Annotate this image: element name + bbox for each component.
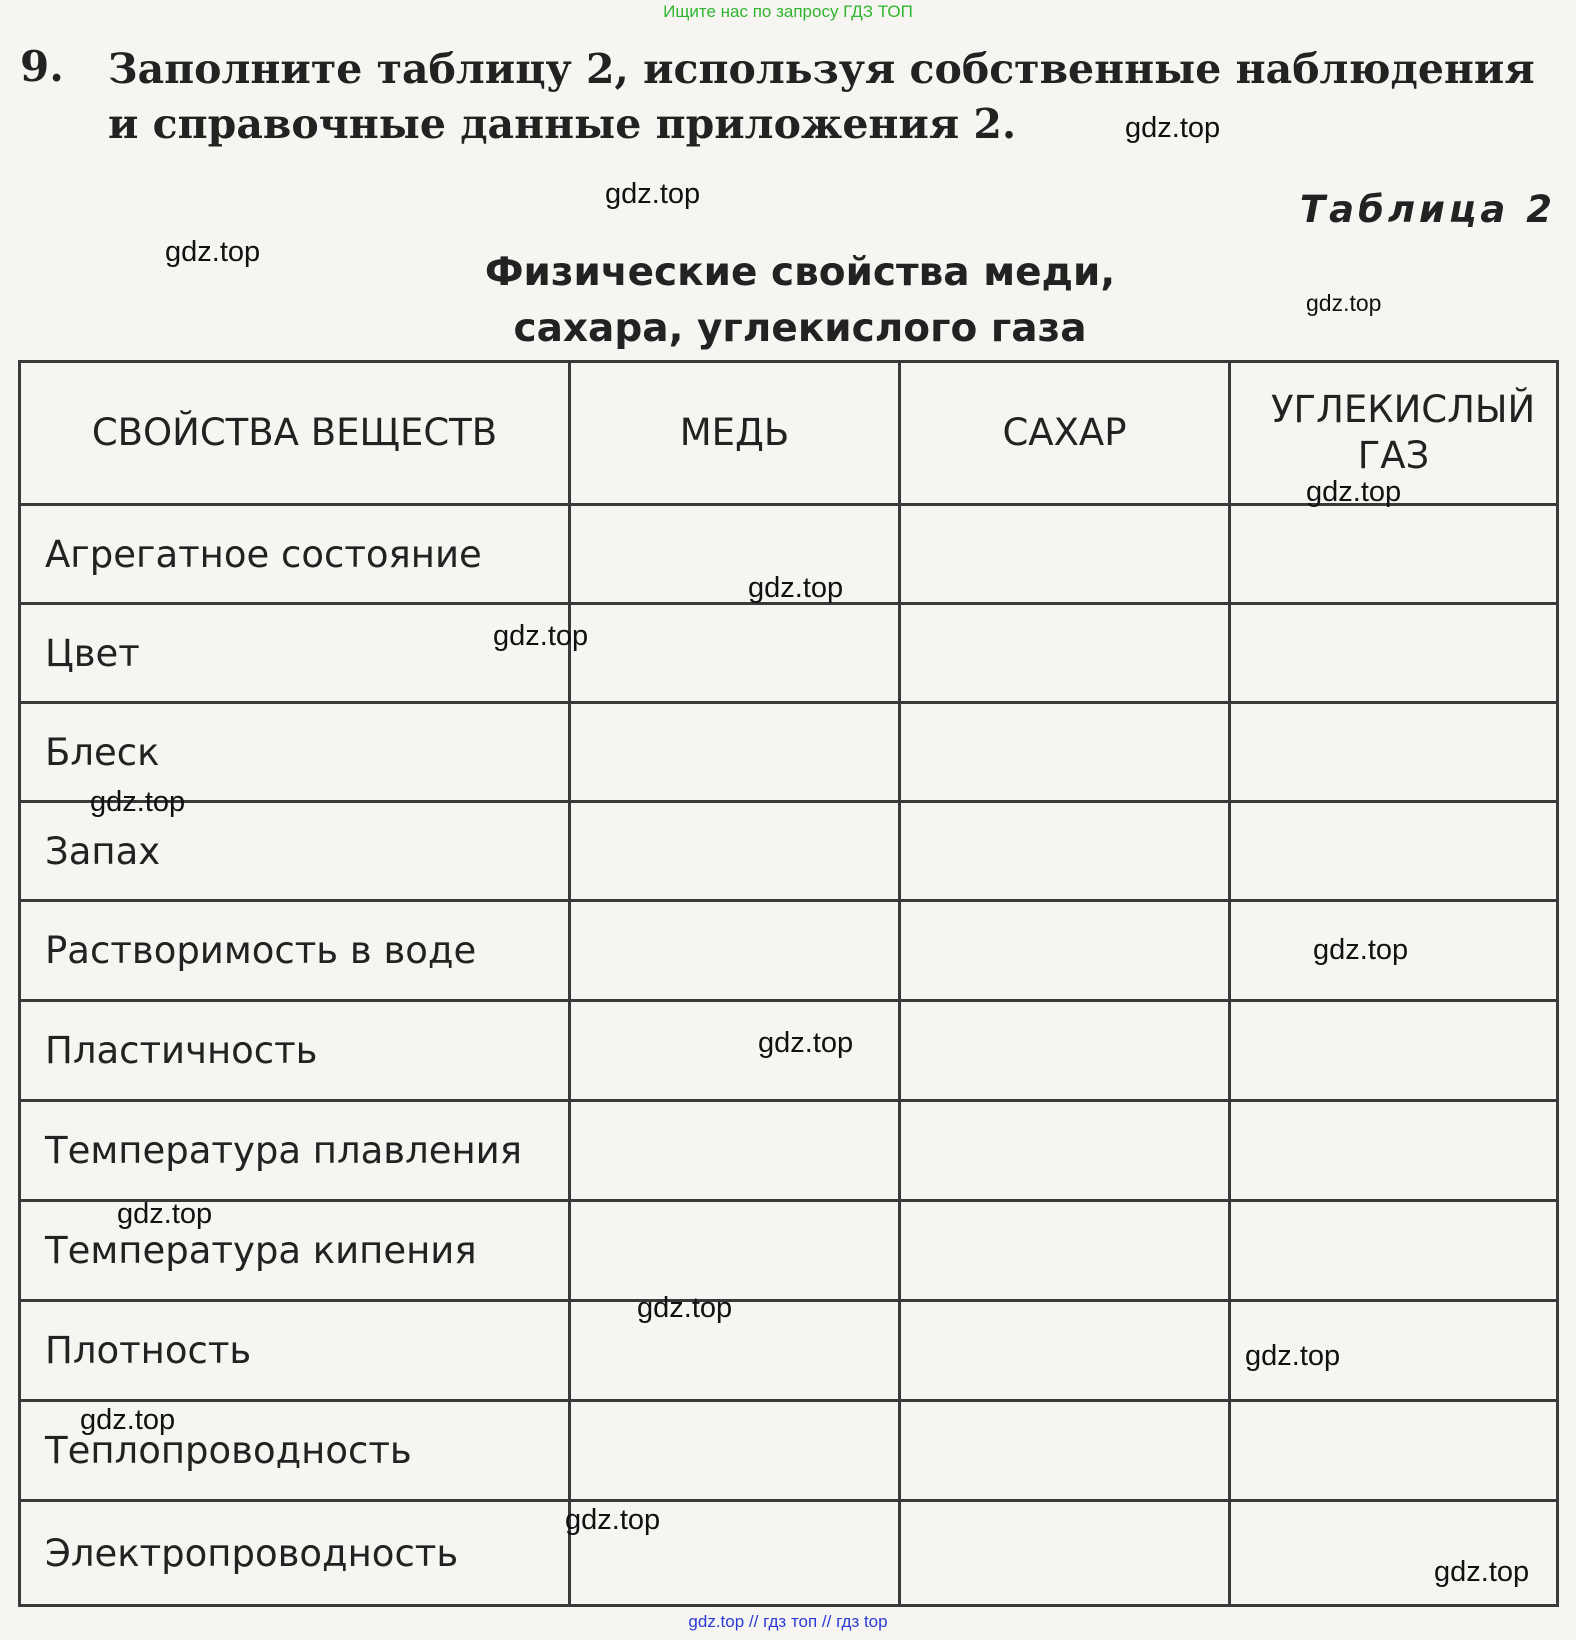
bottom-banner[interactable]: gdz.top // гдз топ // гдз top: [688, 1612, 888, 1631]
watermark: gdz.top: [1313, 934, 1409, 966]
table-caption: Таблица 2: [1299, 188, 1556, 231]
row-label-density: Плотность: [20, 1301, 570, 1401]
cell-copper-color[interactable]: [570, 604, 900, 703]
cell-copper-odor[interactable]: [570, 802, 900, 901]
watermark: gdz.top: [1306, 476, 1402, 508]
watermark: gdz.top: [1125, 112, 1221, 144]
cell-sugar-odor[interactable]: [900, 802, 1230, 901]
watermark: gdz.top: [748, 572, 844, 604]
row-label-water-solubility: Растворимость в воде: [20, 901, 570, 1001]
watermark: gdz.top: [605, 178, 701, 210]
task-number: 9.: [20, 42, 64, 91]
properties-table: [18, 360, 1559, 1607]
row-label-melting-point: Температура плавления: [20, 1101, 570, 1201]
header-carbon-dioxide: УГЛЕКИСЛЫЙ ГАЗ: [1230, 362, 1558, 505]
watermark: gdz.top: [117, 1198, 213, 1230]
header-sugar: САХАР: [900, 362, 1230, 505]
cell-copper-luster[interactable]: [570, 703, 900, 802]
cell-copper-boiling-point[interactable]: [570, 1201, 900, 1301]
cell-sugar-melting-point[interactable]: [900, 1101, 1230, 1201]
cell-co2-electrical-conductivity[interactable]: [1230, 1501, 1558, 1606]
cell-sugar-aggregate-state[interactable]: [900, 505, 1230, 604]
top-banner[interactable]: Ищите нас по запросу ГДЗ ТОП: [663, 2, 913, 21]
cell-co2-thermal-conductivity[interactable]: [1230, 1401, 1558, 1501]
cell-copper-water-solubility[interactable]: [570, 901, 900, 1001]
cell-sugar-plasticity[interactable]: [900, 1001, 1230, 1101]
row-label-odor: Запах: [20, 802, 570, 901]
watermark: gdz.top: [80, 1404, 176, 1436]
table-row: [20, 1501, 1558, 1606]
cell-sugar-boiling-point[interactable]: [900, 1201, 1230, 1301]
task-text: Заполните таблицу 2, используя собственные наблюдения и справочные данные приложения 2.: [108, 45, 1535, 148]
cell-copper-thermal-conductivity[interactable]: [570, 1401, 900, 1501]
table-row: [20, 703, 1558, 802]
cell-co2-aggregate-state[interactable]: [1230, 505, 1558, 604]
row-label-plasticity: Пластичность: [20, 1001, 570, 1101]
table-row: [20, 1201, 1558, 1301]
cell-co2-odor[interactable]: [1230, 802, 1558, 901]
cell-sugar-water-solubility[interactable]: [900, 901, 1230, 1001]
watermark: gdz.top: [493, 620, 589, 652]
cell-co2-color[interactable]: [1230, 604, 1558, 703]
table-row: [20, 802, 1558, 901]
header-properties: СВОЙСТВА ВЕЩЕСТВ: [20, 362, 570, 505]
cell-sugar-density[interactable]: [900, 1301, 1230, 1401]
watermark: gdz.top: [565, 1504, 661, 1536]
row-label-thermal-conductivity: Теплопроводность: [20, 1401, 570, 1501]
row-label-electrical-conductivity: Электропроводность: [20, 1501, 570, 1606]
header-copper: МЕДЬ: [570, 362, 900, 505]
table-title-line-1: Физические свойства меди,: [484, 250, 1116, 295]
cell-sugar-color[interactable]: [900, 604, 1230, 703]
watermark: gdz.top: [637, 1292, 733, 1324]
table-row: [20, 1101, 1558, 1201]
cell-copper-density[interactable]: [570, 1301, 900, 1401]
cell-co2-melting-point[interactable]: [1230, 1101, 1558, 1201]
cell-sugar-thermal-conductivity[interactable]: [900, 1401, 1230, 1501]
cell-sugar-luster[interactable]: [900, 703, 1230, 802]
cell-co2-plasticity[interactable]: [1230, 1001, 1558, 1101]
table-row: [20, 1401, 1558, 1501]
table-title: [430, 245, 1170, 357]
cell-sugar-electrical-conductivity[interactable]: [900, 1501, 1230, 1606]
row-label-boiling-point: Температура кипения: [20, 1201, 570, 1301]
table-row: [20, 604, 1558, 703]
watermark: gdz.top: [165, 236, 261, 268]
row-label-luster: Блеск: [20, 703, 570, 802]
watermark: gdz.top: [1306, 290, 1382, 316]
row-label-aggregate-state: Агрегатное состояние: [20, 505, 570, 604]
watermark: gdz.top: [1434, 1556, 1530, 1588]
cell-copper-melting-point[interactable]: [570, 1101, 900, 1201]
cell-copper-aggregate-state[interactable]: [570, 505, 900, 604]
table-title-line-2: сахара, углекислого газа: [513, 306, 1087, 351]
row-label-color: Цвет: [20, 604, 570, 703]
watermark: gdz.top: [90, 786, 186, 818]
cell-co2-boiling-point[interactable]: [1230, 1201, 1558, 1301]
cell-co2-luster[interactable]: [1230, 703, 1558, 802]
watermark: gdz.top: [758, 1027, 854, 1059]
watermark: gdz.top: [1245, 1340, 1341, 1372]
